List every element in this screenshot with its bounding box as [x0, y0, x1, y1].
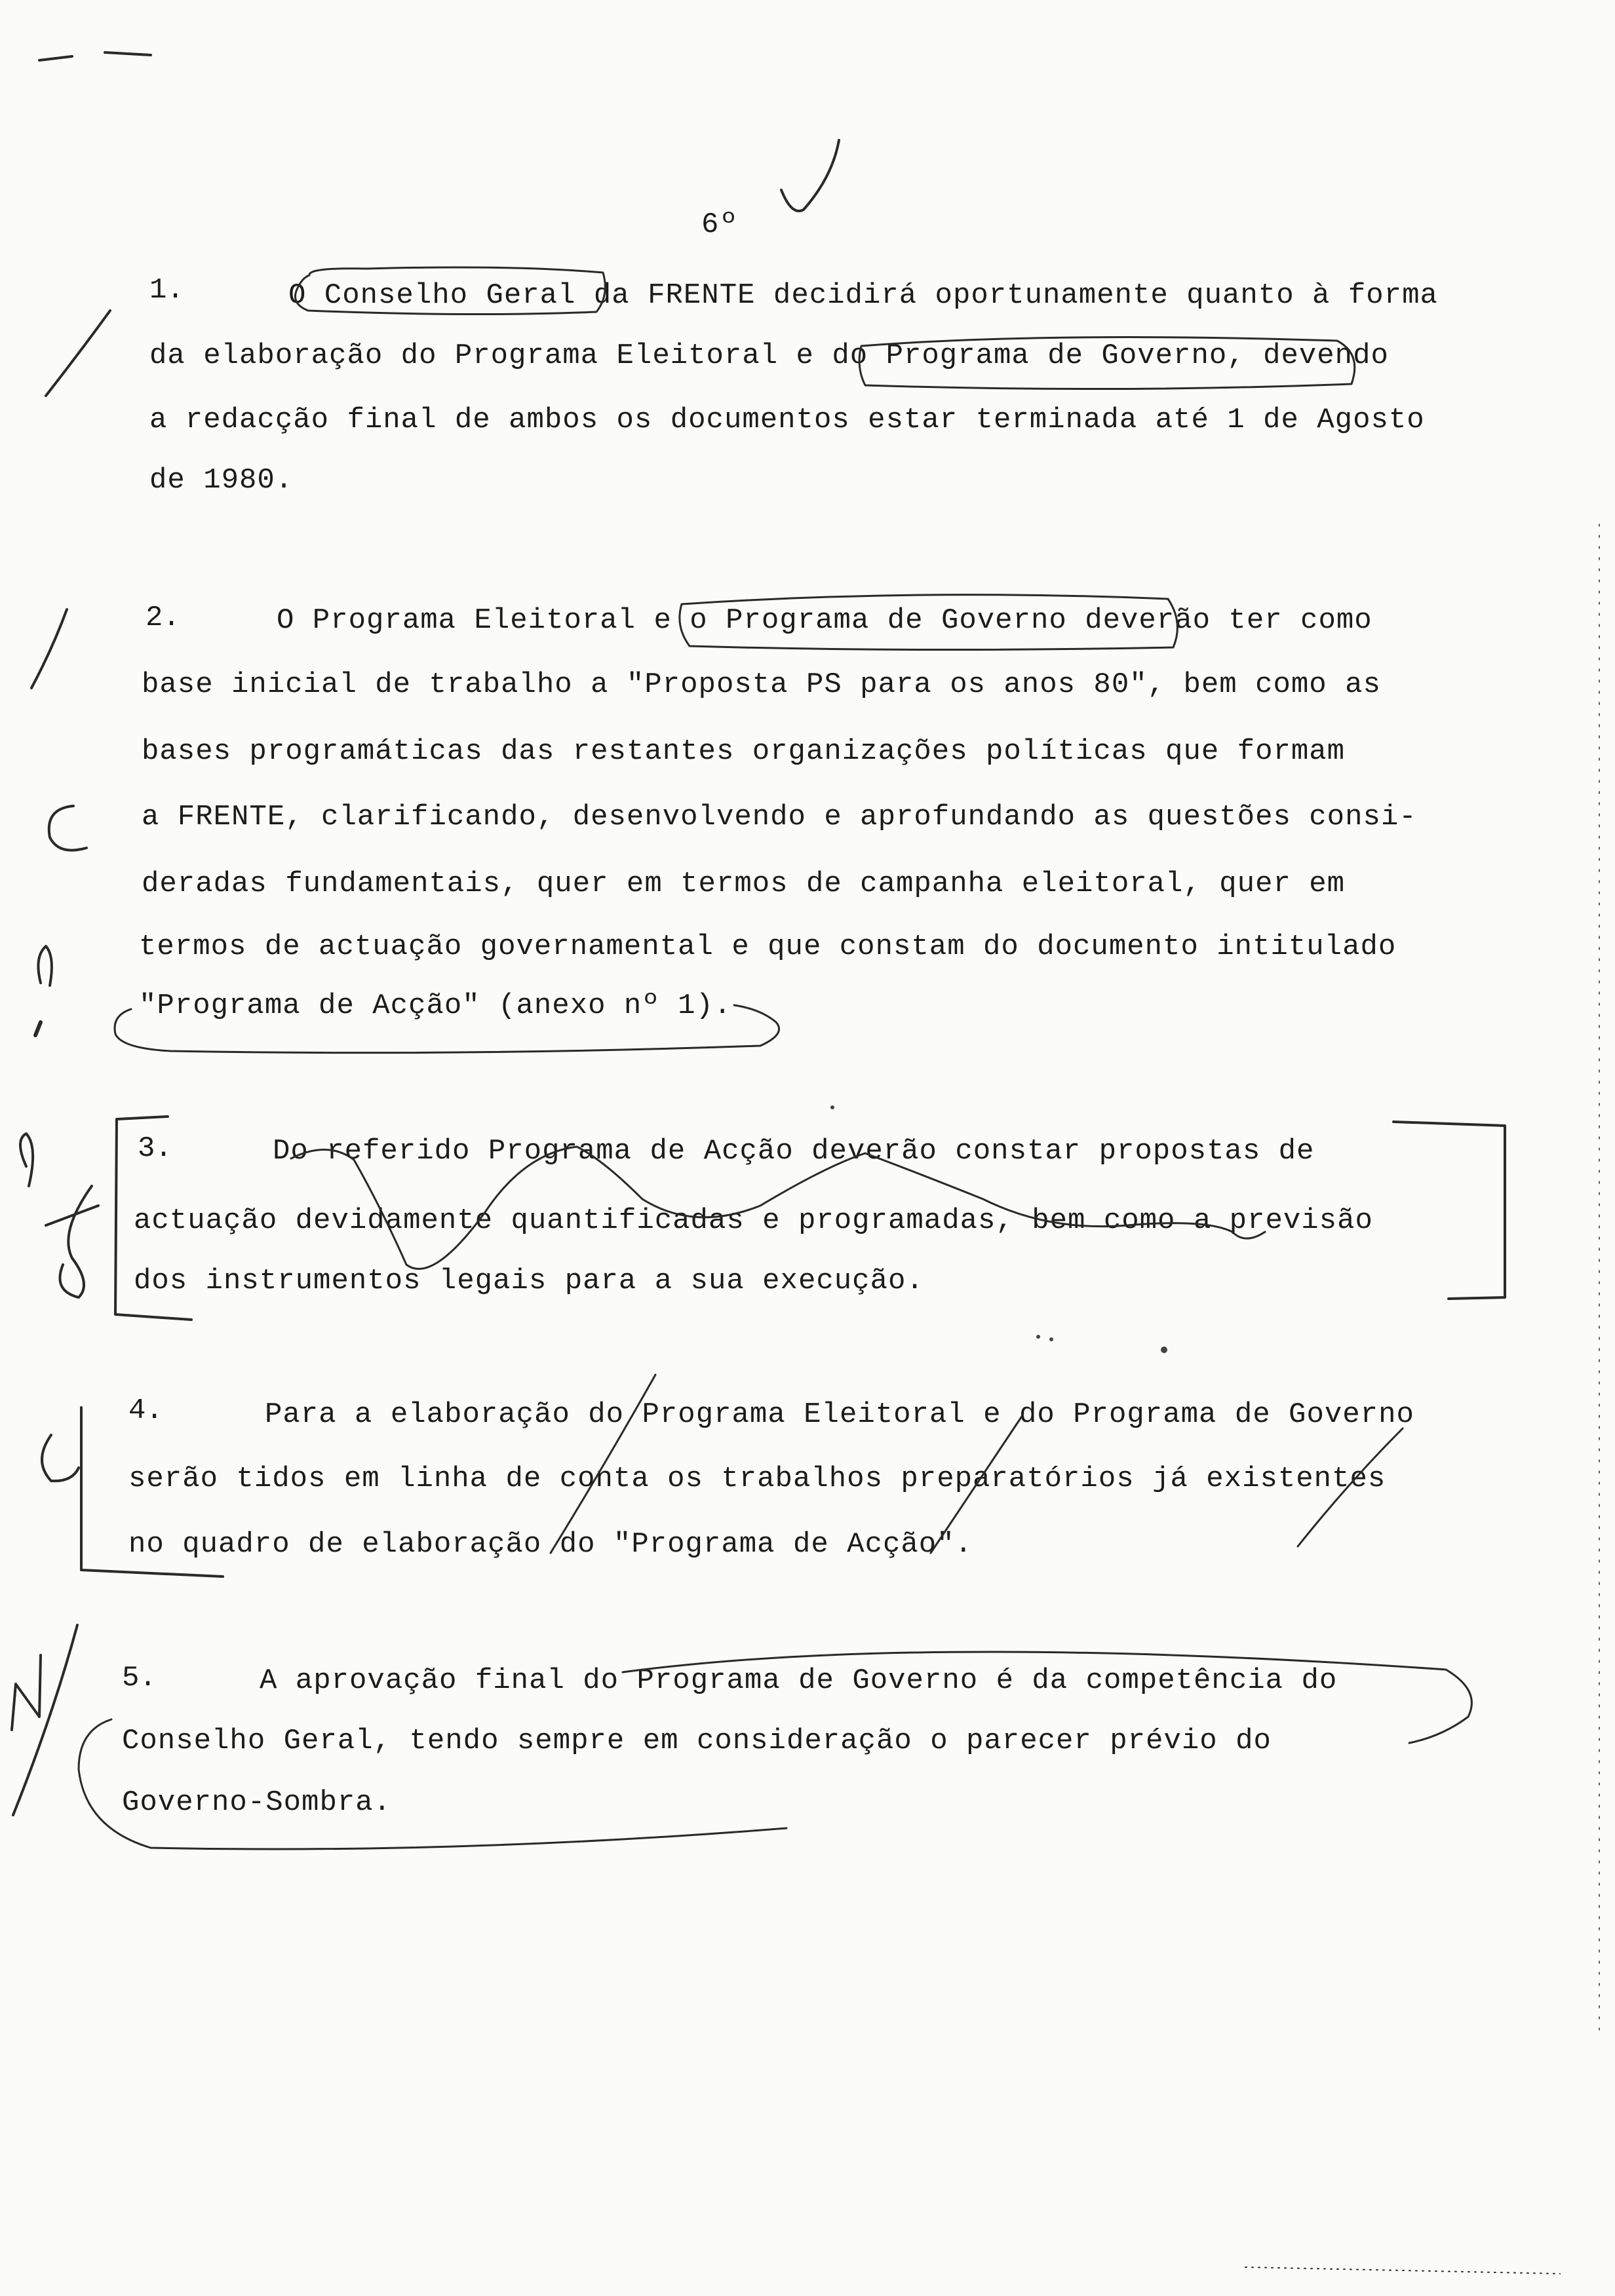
paragraph-line: O Conselho Geral da FRENTE decidirá oportunamente quanto à forma	[288, 279, 1438, 312]
scan-mark	[1245, 2267, 1560, 2274]
speck	[1161, 1347, 1167, 1353]
speck	[1049, 1337, 1053, 1341]
paragraph-line: base inicial de trabalho a "Proposta PS para os anos 80", bem como as	[142, 668, 1381, 701]
paragraph-line: Governo-Sombra.	[122, 1786, 392, 1819]
margin-c	[49, 806, 87, 851]
paragraph-line: Do referido Programa de Acção deverão constar propostas de	[273, 1135, 1315, 1168]
paragraph-line: a redacção final de ambos os documentos estar terminada até 1 de Agosto	[149, 404, 1425, 436]
margin-mark	[20, 1134, 33, 1186]
margin-mark	[12, 1625, 77, 1815]
paragraph-line: A aprovação final do Programa de Governo é da competência do	[260, 1664, 1338, 1697]
paragraph-number: 2.	[146, 602, 180, 634]
margin-mark	[42, 1435, 79, 1481]
bracket-mark	[1393, 1122, 1505, 1299]
margin-mark	[46, 1186, 98, 1297]
page-number: 6º	[701, 208, 739, 241]
paragraph-line: de 1980.	[149, 464, 294, 497]
paragraph-line: "Programa de Acção" (anexo nº 1).	[139, 989, 732, 1022]
margin-slash	[31, 609, 67, 688]
paragraph-line: serão tidos em linha de conta os trabalhos preparatórios já existentes	[128, 1463, 1386, 1495]
paragraph-line: da elaboração do Programa Eleitoral e do Programa de Governo, devendo	[149, 339, 1389, 372]
scan-mark	[39, 52, 151, 60]
paragraph-number: 4.	[128, 1394, 163, 1427]
paragraph-number: 1.	[149, 274, 184, 307]
paragraph-line: Conselho Geral, tendo sempre em consideração o parecer prévio do	[122, 1725, 1272, 1757]
paragraph-line: deradas fundamentais, quer em termos de campanha eleitoral, quer em	[142, 868, 1346, 900]
paragraph-line: no quadro de elaboração do "Programa de Acção".	[128, 1528, 973, 1561]
paragraph-line: O Programa Eleitoral e o Programa de Governo deverão ter como	[277, 604, 1372, 637]
margin-slash	[46, 311, 110, 396]
paragraph-number: 3.	[138, 1132, 172, 1165]
paragraph-line: bases programáticas das restantes organizações políticas que formam	[142, 735, 1346, 768]
margin-mark	[35, 1022, 41, 1035]
paragraph-line: actuação devidamente quantificadas e programadas, bem como a previsão	[134, 1204, 1373, 1237]
check-mark	[781, 140, 839, 211]
speck	[1036, 1335, 1040, 1339]
paragraph-line: a FRENTE, clarificando, desenvolvendo e aprofundando as questões consi-	[142, 801, 1417, 833]
speck	[830, 1105, 834, 1109]
paragraph-number: 5.	[122, 1662, 157, 1694]
paragraph-line: Para a elaboração do Programa Eleitoral e do Programa de Governo	[265, 1398, 1414, 1431]
margin-mark	[38, 946, 51, 985]
paragraph-line: termos de actuação governamental e que constam do documento intitulado	[139, 930, 1397, 963]
paragraph-line: dos instrumentos legais para a sua execução.	[134, 1265, 924, 1297]
